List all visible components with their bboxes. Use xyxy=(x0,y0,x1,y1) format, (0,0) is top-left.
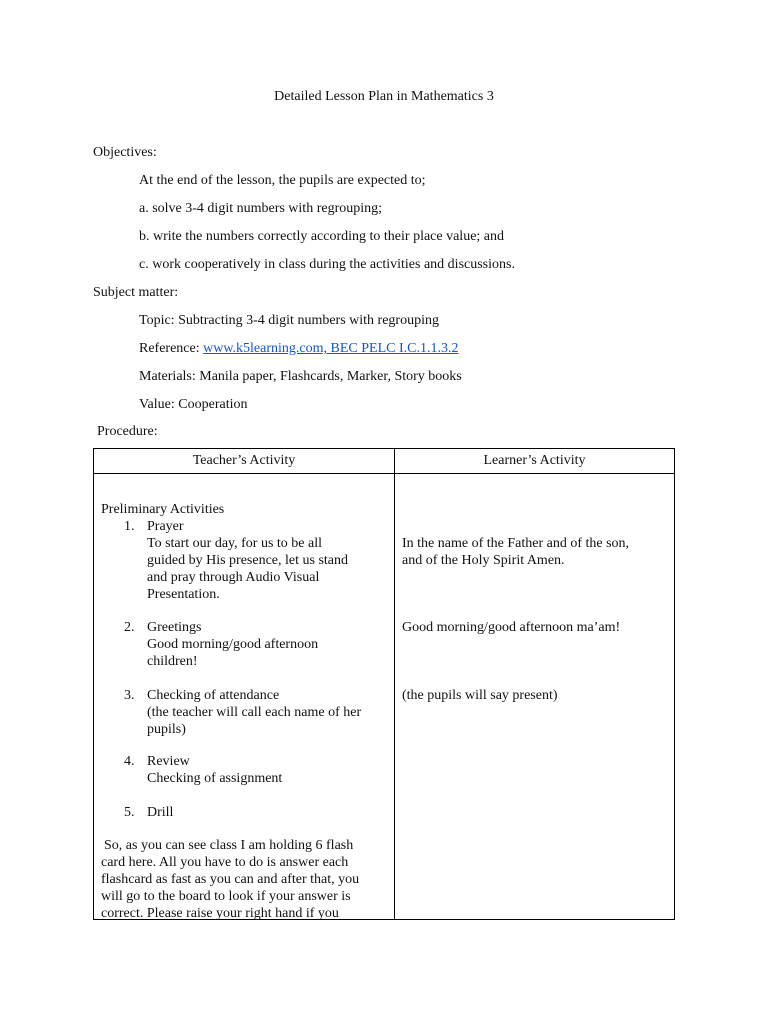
objectives-intro: At the end of the lesson, the pupils are expected to; xyxy=(139,173,426,188)
drill-text-line: correct. Please raise your right hand if you xyxy=(101,906,339,921)
procedure-table xyxy=(93,448,675,920)
step-line: To start our day, for us to be all xyxy=(147,536,323,551)
step-number: 3. xyxy=(124,688,135,703)
step-title: Prayer xyxy=(147,519,184,534)
learner-prayer-line: and of the Holy Spirit Amen. xyxy=(402,553,565,568)
reference-line xyxy=(139,340,458,357)
learner-activity-cell xyxy=(395,474,675,920)
step-number: 2. xyxy=(124,620,135,635)
materials-line: Materials: Manila paper, Flashcards, Marker, Story books xyxy=(139,369,462,384)
drill-text-line: card here. All you have to do is answer each xyxy=(101,855,349,870)
learner-column-label: Learner’s Activity xyxy=(483,453,586,468)
objective-item-a: a. solve 3-4 digit numbers with regrouping; xyxy=(139,201,383,216)
step-line: Good morning/good afternoon xyxy=(147,637,319,652)
learner-column-header xyxy=(395,449,675,474)
subject-matter-heading: Subject matter: xyxy=(93,285,179,300)
learner-attendance: (the pupils will say present) xyxy=(402,688,558,703)
step-line: children! xyxy=(147,654,198,669)
reference-link[interactable]: www.k5learning.com, BEC PELC I.C.1.1.3.2 xyxy=(203,341,459,356)
step-title: Review xyxy=(147,754,190,769)
step-number: 5. xyxy=(124,805,135,820)
step-line: (the teacher will call each name of her xyxy=(147,705,362,720)
reference-label: Reference: xyxy=(139,341,204,356)
drill-text-line: will go to the board to look if your answer is xyxy=(101,889,351,904)
teacher-column-label: Teacher’s Activity xyxy=(192,453,296,468)
teacher-activity-cell xyxy=(94,474,395,920)
step-line: Checking of assignment xyxy=(147,771,283,786)
topic-line: Topic: Subtracting 3-4 digit numbers with regrouping xyxy=(139,313,439,328)
objectives-heading: Objectives: xyxy=(93,145,157,160)
step-line: pupils) xyxy=(147,722,186,737)
learner-greeting: Good morning/good afternoon ma’am! xyxy=(402,620,621,635)
step-title: Checking of attendance xyxy=(147,688,280,703)
learner-prayer-line: In the name of the Father and of the son, xyxy=(402,536,630,551)
step-number: 4. xyxy=(124,754,135,769)
step-line: guided by His presence, let us stand xyxy=(147,553,349,568)
teacher-column-header xyxy=(94,449,395,474)
step-number: 1. xyxy=(124,519,135,534)
drill-text-line: flashcard as fast as you can and after that, you xyxy=(101,872,360,887)
procedure-heading: Procedure: xyxy=(97,424,158,439)
step-line: Presentation. xyxy=(147,587,220,602)
objective-item-b: b. write the numbers correctly according to their place value; and xyxy=(139,229,505,244)
step-title: Drill xyxy=(147,805,174,820)
step-title: Greetings xyxy=(147,620,202,635)
step-line: and pray through Audio Visual xyxy=(147,570,320,585)
preliminary-heading: Preliminary Activities xyxy=(101,502,225,517)
value-line: Value: Cooperation xyxy=(139,397,248,412)
objective-item-c: c. work cooperatively in class during the activities and discussions. xyxy=(139,257,515,272)
page-title: Detailed Lesson Plan in Mathematics 3 xyxy=(274,89,494,104)
drill-text-line: So, as you can see class I am holding 6 flash xyxy=(104,838,354,853)
